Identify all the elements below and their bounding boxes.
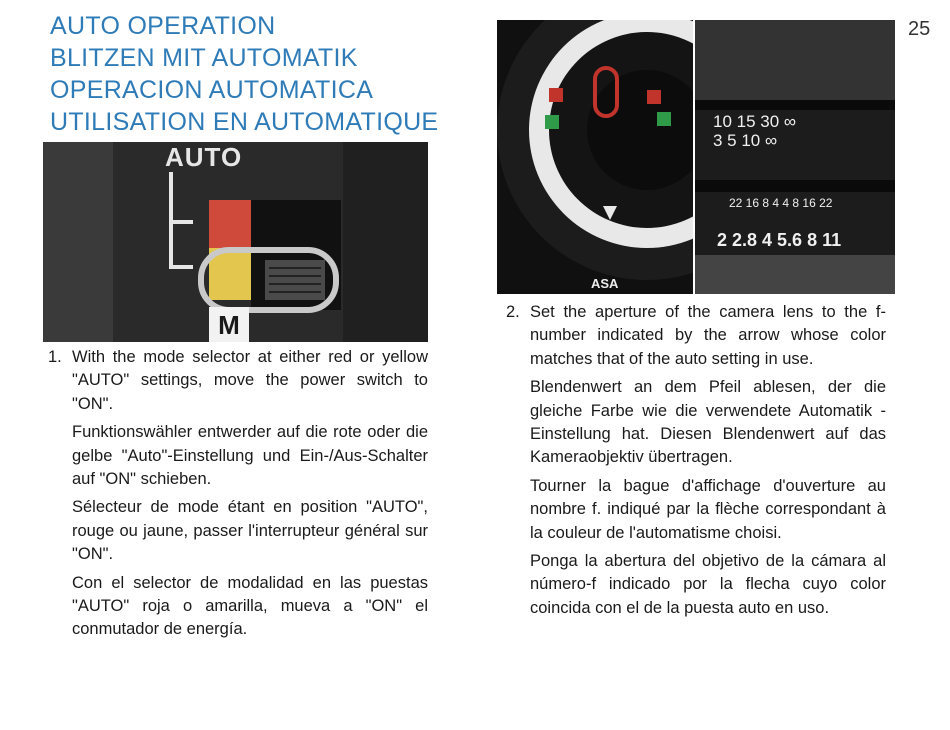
mode-m-label: M: [209, 307, 249, 342]
step-2-spanish: Ponga la abertura del objetivo de la cámara al número-f indicado por la flecha cuyo color coincida con el de la puesta auto en uso.: [530, 552, 886, 617]
step-1-number: 1.: [48, 348, 62, 366]
step-1-spanish: Con el selector de modalidad en las puestas "AUTO" roja o amarilla, mueva a "ON" el conmutador de energía.: [72, 573, 428, 639]
lens-barrel-photo: [695, 20, 895, 294]
mode-selector-photo: [43, 142, 428, 342]
step-1-english: With the mode selector at either red or yellow "AUTO" settings, move the power switch to "ON".: [72, 348, 428, 413]
heading-en: AUTO OPERATION: [50, 12, 276, 40]
step-2-text: [506, 301, 886, 625]
dial-illustration: [497, 20, 693, 294]
page-number: 25: [908, 18, 931, 40]
heading-es: OPERACION AUTOMATICA: [50, 76, 374, 104]
mode-auto-label: AUTO: [165, 142, 243, 172]
heading-block: [50, 10, 490, 138]
step-1-text: [48, 346, 428, 647]
distance-scale-top: 10 15 30 ∞: [713, 112, 797, 131]
step-2-english: Set the aperture of the camera lens to the f-number indicated by the arrow whose color matches that of the auto setting in use.: [530, 303, 886, 368]
step-1-french: Sélecteur de mode étant en position "AUTO", rouge ou jaune, passer l'interrupteur général sur "ON".: [72, 498, 428, 564]
heading-de: BLITZEN MIT AUTOMATIK: [50, 44, 358, 72]
lens-illustration: [695, 20, 895, 294]
heading-fr: UTILISATION EN AUTOMATIQUE: [50, 108, 439, 136]
aperture-dial-photo: [497, 20, 693, 294]
distance-scale-bottom: 3 5 10 ∞: [713, 131, 778, 150]
step-2-number: 2.: [506, 303, 520, 321]
depth-of-field-scale: 22 16 8 4 4 8 16 22: [729, 196, 833, 210]
step-2-german: Blendenwert an dem Pfeil ablesen, der die gleiche Farbe wie die verwendete Automatik - Einstellung hat. Diesen Blendenwert auf das Kameraobjektiv übertragen.: [530, 378, 886, 467]
step-1-german: Funktionswähler entwerder auf die rote oder die gelbe "Auto"-Einstellung und Ein-/Aus-Schalter auf "ON" schieben.: [72, 423, 428, 489]
asa-label: ASA: [591, 276, 619, 291]
step-2-french: Tourner la bague d'affichage d'ouverture au nombre f. indiqué par la flèche correspondant à la couleur de l'automatisme choisi.: [530, 476, 886, 542]
aperture-scale: 2 2.8 4 5.6 8 11: [717, 230, 842, 250]
